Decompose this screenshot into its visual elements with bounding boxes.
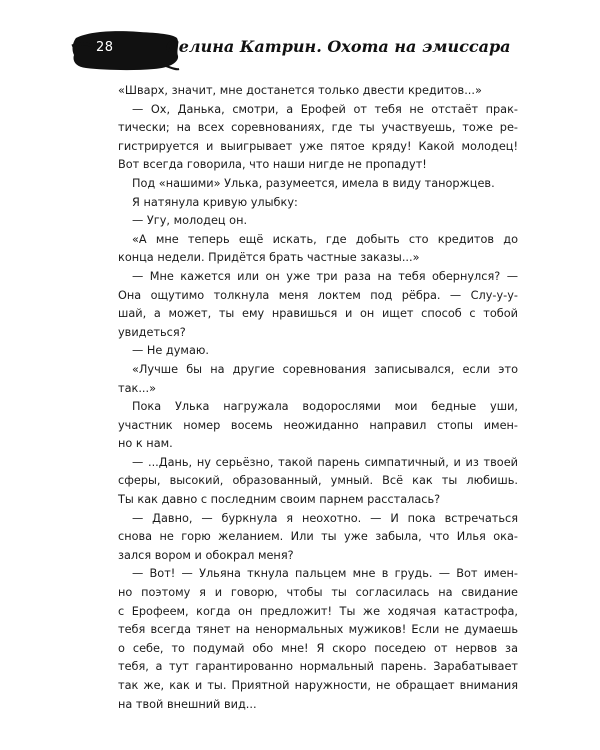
- page-number: 28: [96, 40, 114, 55]
- text-line: — Вот! — Ульяна ткнула пальцем мне в грудь. — Вот имен-: [132, 567, 518, 581]
- text-line: участник номер восемь неожиданно направил стопы имен-: [118, 418, 518, 432]
- text-line: так...»: [118, 381, 157, 395]
- brush-stroke-background: [70, 28, 180, 72]
- text-line: «Шварх, значит, мне достанется только двести кредитов...»: [118, 84, 482, 97]
- text-line: но поэтому я и говорю, чтобы ты согласилась на свидание: [118, 586, 518, 600]
- text-line: тебя всегда тянет на ненормальных мужиков! Если не думаешь: [118, 623, 518, 637]
- body-text: [118, 82, 518, 714]
- running-title: Селина Катрин. Охота на эмиссара: [166, 37, 511, 56]
- text-line: — Не думаю.: [132, 344, 209, 358]
- text-line: тически; на всех соревнованиях, где ты участвуешь, тоже ре-: [118, 121, 518, 135]
- text-line: — Давно, — буркнула я неохотно. — И пока встречаться: [132, 511, 518, 525]
- text-line: — Мне кажется или он уже три раза на тебя обернулся? —: [132, 269, 518, 283]
- text-line: Она ощутимо толкнула меня локтем под рёбра. — Слу-у-у-: [118, 288, 518, 302]
- text-line: зался вором и обокрал меня?: [118, 548, 294, 562]
- text-line: — Ох, Данька, смотри, а Ерофей от тебя не отстаёт прак-: [132, 102, 518, 116]
- page-header: [70, 28, 570, 72]
- text-line: шай, а может, ты ему нравишься и он ищет способ с тобой: [118, 307, 518, 321]
- text-line: Я натянула кривую улыбку:: [132, 195, 298, 209]
- text-line: гистрируется и выигрывает уже пятое кряду! Какой молодец!: [118, 139, 518, 153]
- text-line: тебя, а тут гарантированно нормальный парень. Зарабатывает: [118, 660, 518, 674]
- text-line: снова не горю желанием. Или ты уже забыла, что Илья ока-: [118, 530, 518, 544]
- text-line: о себе, то подумай обо мне! Я скоро поседею от нервов за: [118, 641, 518, 655]
- text-line: «А мне теперь ещё искать, где добыть сто кредитов до: [132, 232, 518, 246]
- text-line: увидеться?: [118, 325, 186, 339]
- text-line: «Лучше бы на другие соревнования записывался, если это: [132, 362, 518, 376]
- text-line: но к нам.: [118, 437, 173, 451]
- text-line: Ты как давно с последним своим парнем рассталась?: [118, 493, 441, 507]
- text-line: на твой внешний вид...: [118, 697, 257, 711]
- text-line: Под «нашими» Улька, разумеется, имела в виду таноржцев.: [132, 176, 495, 190]
- text-line: так же, как и ты. Приятной наружности, не обращает внимания: [118, 679, 518, 692]
- text-line: — Угу, молодец он.: [132, 214, 248, 228]
- text-line: сферы, высокий, образованный, умный. Всё как ты любишь.: [118, 474, 518, 488]
- text-line: с Ерофеем, когда он предложит! Ты же ходячая катастрофа,: [118, 604, 518, 618]
- text-line: конца недели. Придётся брать частные заказы...»: [118, 251, 420, 265]
- text-line: Пока Улька нагружала водорослями мои бедные уши,: [132, 400, 518, 414]
- text-line: — ...Дань, ну серьёзно, такой парень симпатичный, и из твоей: [132, 455, 518, 469]
- text-line: Вот всегда говорила, что наши нигде не пропадут!: [118, 158, 427, 172]
